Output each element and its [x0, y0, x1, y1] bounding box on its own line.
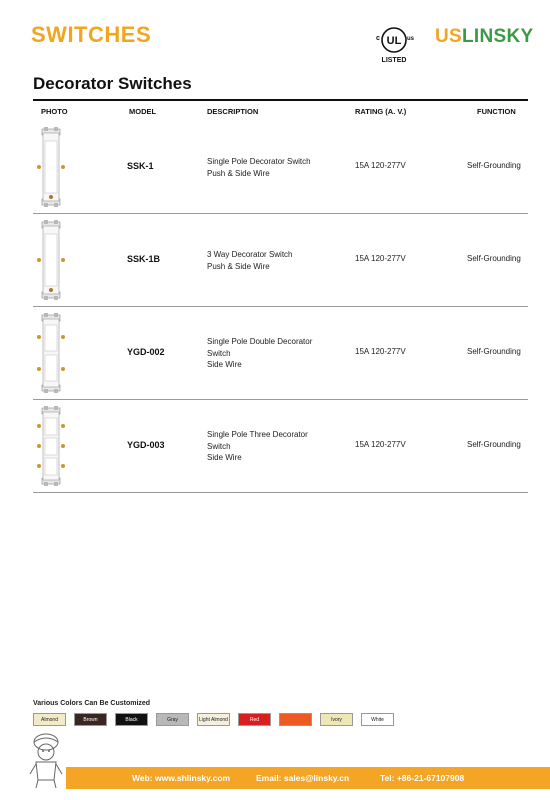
section-title: Decorator Switches: [33, 74, 192, 93]
ul-listed-icon: [372, 22, 416, 66]
column-header-model: MODEL: [129, 107, 157, 116]
function: Self-Grounding: [467, 161, 521, 170]
color-swatch: Almond: [33, 713, 66, 726]
single-decorator-switch-icon: [36, 127, 66, 207]
brand-logo: [435, 26, 533, 48]
description-line: 3 Way Decorator Switch: [207, 250, 293, 259]
color-swatch: Gray: [156, 713, 189, 726]
colors-label: Various Colors Can Be Customized: [33, 700, 151, 707]
table-row: [33, 121, 528, 214]
description-line: Single Pole Three Decorator: [207, 430, 308, 439]
table-row: [33, 214, 528, 307]
description-line: Switch: [207, 441, 231, 451]
triple-decorator-switch-icon: [36, 406, 66, 486]
description: [207, 249, 332, 272]
description-line: Single Pole Double Decorator: [207, 337, 313, 346]
footer-bar: [66, 767, 550, 789]
column-header-photo: PHOTO: [41, 107, 68, 116]
page-title: SWITCHES: [31, 22, 152, 47]
color-swatch: Brown: [74, 713, 107, 726]
model-code: YGD-002: [127, 347, 165, 357]
description-line: Single Pole Decorator Switch: [207, 157, 311, 166]
product-table: [33, 101, 528, 493]
model-code: YGD-003: [127, 440, 165, 450]
description: [207, 156, 332, 179]
single-decorator-switch-icon: [36, 220, 66, 300]
color-swatch: Red: [238, 713, 271, 726]
ul-listed-text: LISTED: [381, 57, 407, 64]
footer-tel: Tel: +86-21-67107908: [380, 773, 465, 783]
ul-mark-text: UL: [386, 35, 402, 47]
color-swatch: White: [361, 713, 394, 726]
double-decorator-switch-icon: [36, 313, 66, 393]
description-line: Switch: [207, 348, 231, 358]
table-row: [33, 400, 528, 493]
model-code: SSK-1: [127, 161, 154, 171]
column-header-function: FUNCTION: [477, 107, 516, 116]
rating: 15A 120-277V: [355, 440, 406, 449]
color-swatches: [33, 713, 394, 726]
color-swatch: Black: [115, 713, 148, 726]
rating: 15A 120-277V: [355, 347, 406, 356]
description-line: Side Wire: [207, 453, 242, 462]
description: [207, 429, 332, 464]
rating: 15A 120-277V: [355, 254, 406, 263]
footer-web: Web: www.shlinsky.com: [132, 773, 231, 783]
table-row: [33, 307, 528, 400]
table-header: [33, 101, 528, 121]
column-header-description: DESCRIPTION: [207, 107, 259, 116]
description-line: Side Wire: [207, 360, 242, 369]
ul-us-text: us: [407, 36, 415, 42]
mascot-icon: [26, 732, 66, 790]
column-header-rating: RATING (A. V.): [355, 107, 407, 116]
footer-email: Email: sales@linsky.cn: [256, 773, 350, 783]
color-swatch: Light Almond: [197, 713, 230, 726]
brand-part-linsky: LINSKY: [462, 26, 534, 47]
function: Self-Grounding: [467, 254, 521, 263]
color-swatch: [279, 713, 312, 726]
function: Self-Grounding: [467, 347, 521, 356]
function: Self-Grounding: [467, 440, 521, 449]
description: [207, 336, 332, 371]
color-swatch: Ivory: [320, 713, 353, 726]
description-line: Push & Side Wire: [207, 261, 270, 271]
model-code: SSK-1B: [127, 254, 161, 264]
ul-c-text: c: [376, 35, 380, 42]
rating: 15A 120-277V: [355, 161, 406, 170]
brand-part-us: US: [435, 26, 462, 47]
description-line: Push & Side Wire: [207, 168, 270, 178]
